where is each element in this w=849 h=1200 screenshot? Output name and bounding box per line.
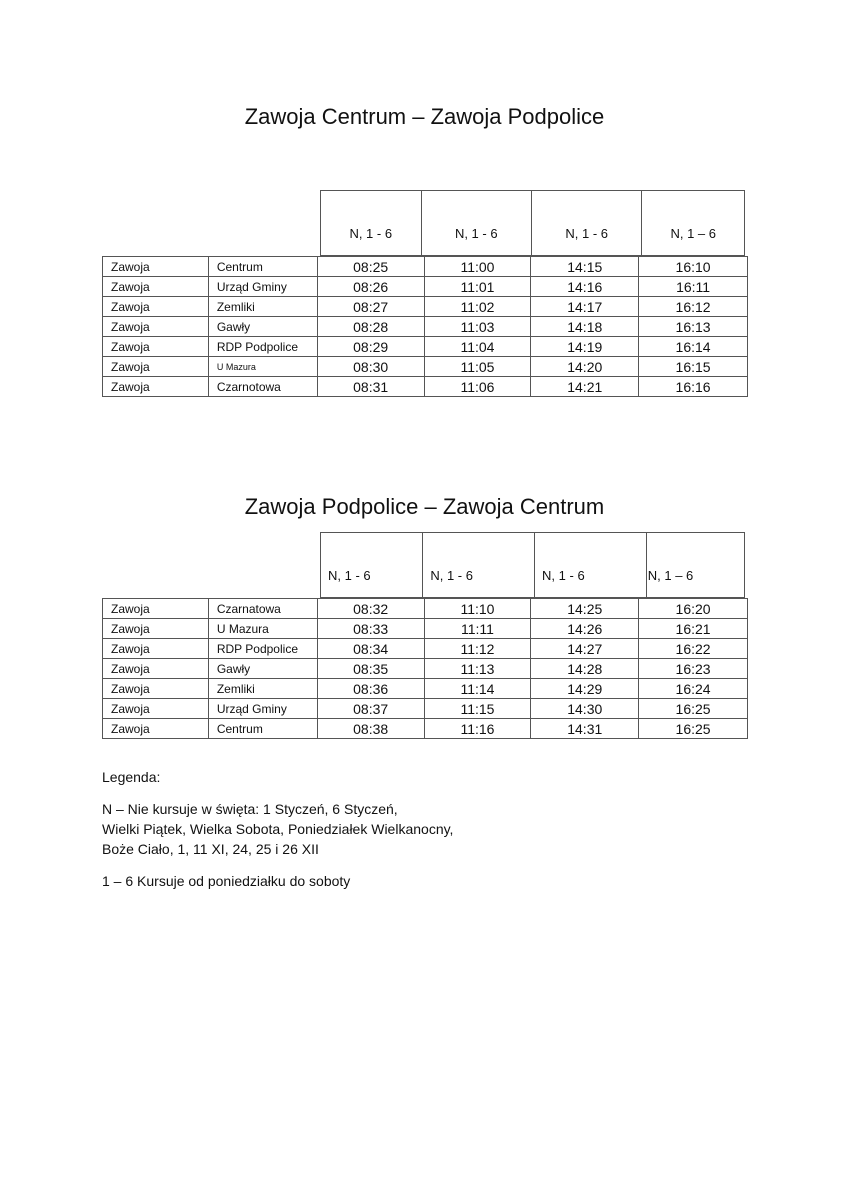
time-cell: 11:11 bbox=[424, 619, 531, 639]
town-cell: Zawoja bbox=[103, 257, 209, 277]
time-cell: 08:33 bbox=[317, 619, 424, 639]
time-cell: 16:20 bbox=[639, 599, 748, 619]
time-cell: 14:15 bbox=[531, 257, 639, 277]
town-cell: Zawoja bbox=[103, 619, 209, 639]
table-row bbox=[103, 619, 748, 639]
header-row-1 bbox=[320, 190, 745, 256]
time-cell: 11:13 bbox=[424, 659, 531, 679]
town-cell: Zawoja bbox=[103, 699, 209, 719]
time-cell: 08:35 bbox=[317, 659, 424, 679]
town-cell: Zawoja bbox=[103, 337, 209, 357]
course-header: N, 1 - 6 bbox=[421, 191, 531, 256]
table-row bbox=[103, 337, 748, 357]
time-cell: 14:28 bbox=[531, 659, 639, 679]
legend bbox=[102, 767, 453, 891]
time-cell: 08:29 bbox=[317, 337, 424, 357]
time-cell: 08:26 bbox=[317, 277, 424, 297]
town-cell: Zawoja bbox=[103, 377, 209, 397]
town-cell: Zawoja bbox=[103, 599, 209, 619]
time-cell: 16:12 bbox=[639, 297, 748, 317]
town-cell: Zawoja bbox=[103, 659, 209, 679]
time-cell: 16:13 bbox=[639, 317, 748, 337]
time-cell: 11:12 bbox=[424, 639, 531, 659]
time-cell: 14:30 bbox=[531, 699, 639, 719]
time-cell: 16:25 bbox=[639, 719, 748, 739]
header-row-2 bbox=[320, 532, 745, 598]
time-cell: 14:17 bbox=[531, 297, 639, 317]
time-cell: 14:29 bbox=[531, 679, 639, 699]
table-row bbox=[103, 257, 748, 277]
time-cell: 14:26 bbox=[531, 619, 639, 639]
table-row bbox=[103, 277, 748, 297]
stop-cell: U Mazura bbox=[208, 619, 317, 639]
time-cell: 11:10 bbox=[424, 599, 531, 619]
legend-n-line-2: Wielki Piątek, Wielka Sobota, Poniedziałek Wielkanocny, bbox=[102, 821, 454, 837]
time-cell: 16:22 bbox=[639, 639, 748, 659]
time-cell: 16:16 bbox=[639, 377, 748, 397]
legend-heading: Legenda: bbox=[102, 769, 161, 785]
time-cell: 14:16 bbox=[531, 277, 639, 297]
town-cell: Zawoja bbox=[103, 719, 209, 739]
stop-cell: Gawły bbox=[208, 317, 317, 337]
time-cell: 11:00 bbox=[424, 257, 531, 277]
time-cell: 08:28 bbox=[317, 317, 424, 337]
table-row bbox=[103, 659, 748, 679]
time-cell: 14:31 bbox=[531, 719, 639, 739]
timetable-title-2: Zawoja Podpolice – Zawoja Centrum bbox=[244, 494, 605, 519]
course-header: N, 1 – 6 bbox=[642, 191, 745, 256]
stop-cell: Czarnotowa bbox=[208, 377, 317, 397]
time-cell: 14:19 bbox=[531, 337, 639, 357]
timetable-2 bbox=[102, 598, 748, 739]
time-cell: 14:25 bbox=[531, 599, 639, 619]
town-cell: Zawoja bbox=[103, 357, 209, 377]
time-cell: 08:32 bbox=[317, 599, 424, 619]
time-cell: 11:03 bbox=[424, 317, 531, 337]
time-cell: 08:38 bbox=[317, 719, 424, 739]
time-cell: 16:15 bbox=[639, 357, 748, 377]
table-row bbox=[103, 699, 748, 719]
stop-cell: Zemliki bbox=[208, 679, 317, 699]
legend-days-line: 1 – 6 Kursuje od poniedziałku do soboty bbox=[102, 873, 351, 889]
time-cell: 11:06 bbox=[424, 377, 531, 397]
time-cell: 08:31 bbox=[317, 377, 424, 397]
table-row bbox=[103, 679, 748, 699]
table-row bbox=[103, 639, 748, 659]
table-row bbox=[103, 719, 748, 739]
stop-cell: Zemliki bbox=[208, 297, 317, 317]
time-cell: 16:21 bbox=[639, 619, 748, 639]
town-cell: Zawoja bbox=[103, 277, 209, 297]
time-cell: 14:21 bbox=[531, 377, 639, 397]
stop-cell: Urząd Gminy bbox=[208, 277, 317, 297]
time-cell: 08:30 bbox=[317, 357, 424, 377]
time-cell: 16:25 bbox=[639, 699, 748, 719]
course-header: N, 1 - 6 bbox=[423, 533, 535, 598]
course-header: N, 1 - 6 bbox=[321, 533, 423, 598]
town-cell: Zawoja bbox=[103, 639, 209, 659]
time-cell: 11:15 bbox=[424, 699, 531, 719]
time-cell: 14:27 bbox=[531, 639, 639, 659]
time-cell: 11:16 bbox=[424, 719, 531, 739]
time-cell: 14:18 bbox=[531, 317, 639, 337]
time-cell: 11:02 bbox=[424, 297, 531, 317]
time-cell: 08:36 bbox=[317, 679, 424, 699]
time-cell: 16:11 bbox=[639, 277, 748, 297]
course-header: N, 1 - 6 bbox=[535, 533, 647, 598]
time-cell: 16:10 bbox=[639, 257, 748, 277]
town-cell: Zawoja bbox=[103, 317, 209, 337]
course-header: N, 1 – 6 bbox=[646, 533, 744, 598]
time-cell: 11:01 bbox=[424, 277, 531, 297]
stop-cell: Centrum bbox=[208, 257, 317, 277]
stop-cell: Urząd Gminy bbox=[208, 699, 317, 719]
table-row bbox=[103, 297, 748, 317]
stop-cell: Centrum bbox=[208, 719, 317, 739]
town-cell: Zawoja bbox=[103, 679, 209, 699]
table-row bbox=[103, 599, 748, 619]
time-cell: 08:27 bbox=[317, 297, 424, 317]
table-row bbox=[103, 357, 748, 377]
time-cell: 11:14 bbox=[424, 679, 531, 699]
time-cell: 08:25 bbox=[317, 257, 424, 277]
time-cell: 14:20 bbox=[531, 357, 639, 377]
stop-cell: Czarnatowa bbox=[208, 599, 317, 619]
town-cell: Zawoja bbox=[103, 297, 209, 317]
legend-n-line-3: Boże Ciało, 1, 11 XI, 24, 25 i 26 XII bbox=[102, 841, 319, 857]
timetable-title-1: Zawoja Centrum – Zawoja Podpolice bbox=[244, 104, 605, 129]
stop-cell: Gawły bbox=[208, 659, 317, 679]
stop-cell: RDP Podpolice bbox=[208, 639, 317, 659]
time-cell: 08:34 bbox=[317, 639, 424, 659]
stop-cell: RDP Podpolice bbox=[208, 337, 317, 357]
time-cell: 16:24 bbox=[639, 679, 748, 699]
time-cell: 16:14 bbox=[639, 337, 748, 357]
table-row bbox=[103, 377, 748, 397]
time-cell: 11:04 bbox=[424, 337, 531, 357]
time-cell: 08:37 bbox=[317, 699, 424, 719]
course-header: N, 1 - 6 bbox=[531, 191, 641, 256]
time-cell: 16:23 bbox=[639, 659, 748, 679]
timetable-1 bbox=[102, 256, 748, 397]
stop-cell: U Mazura bbox=[208, 357, 317, 377]
time-cell: 11:05 bbox=[424, 357, 531, 377]
table-row bbox=[103, 317, 748, 337]
legend-n-line-1: N – Nie kursuje w święta: 1 Styczeń, 6 Styczeń, bbox=[102, 801, 398, 817]
course-header: N, 1 - 6 bbox=[321, 191, 422, 256]
